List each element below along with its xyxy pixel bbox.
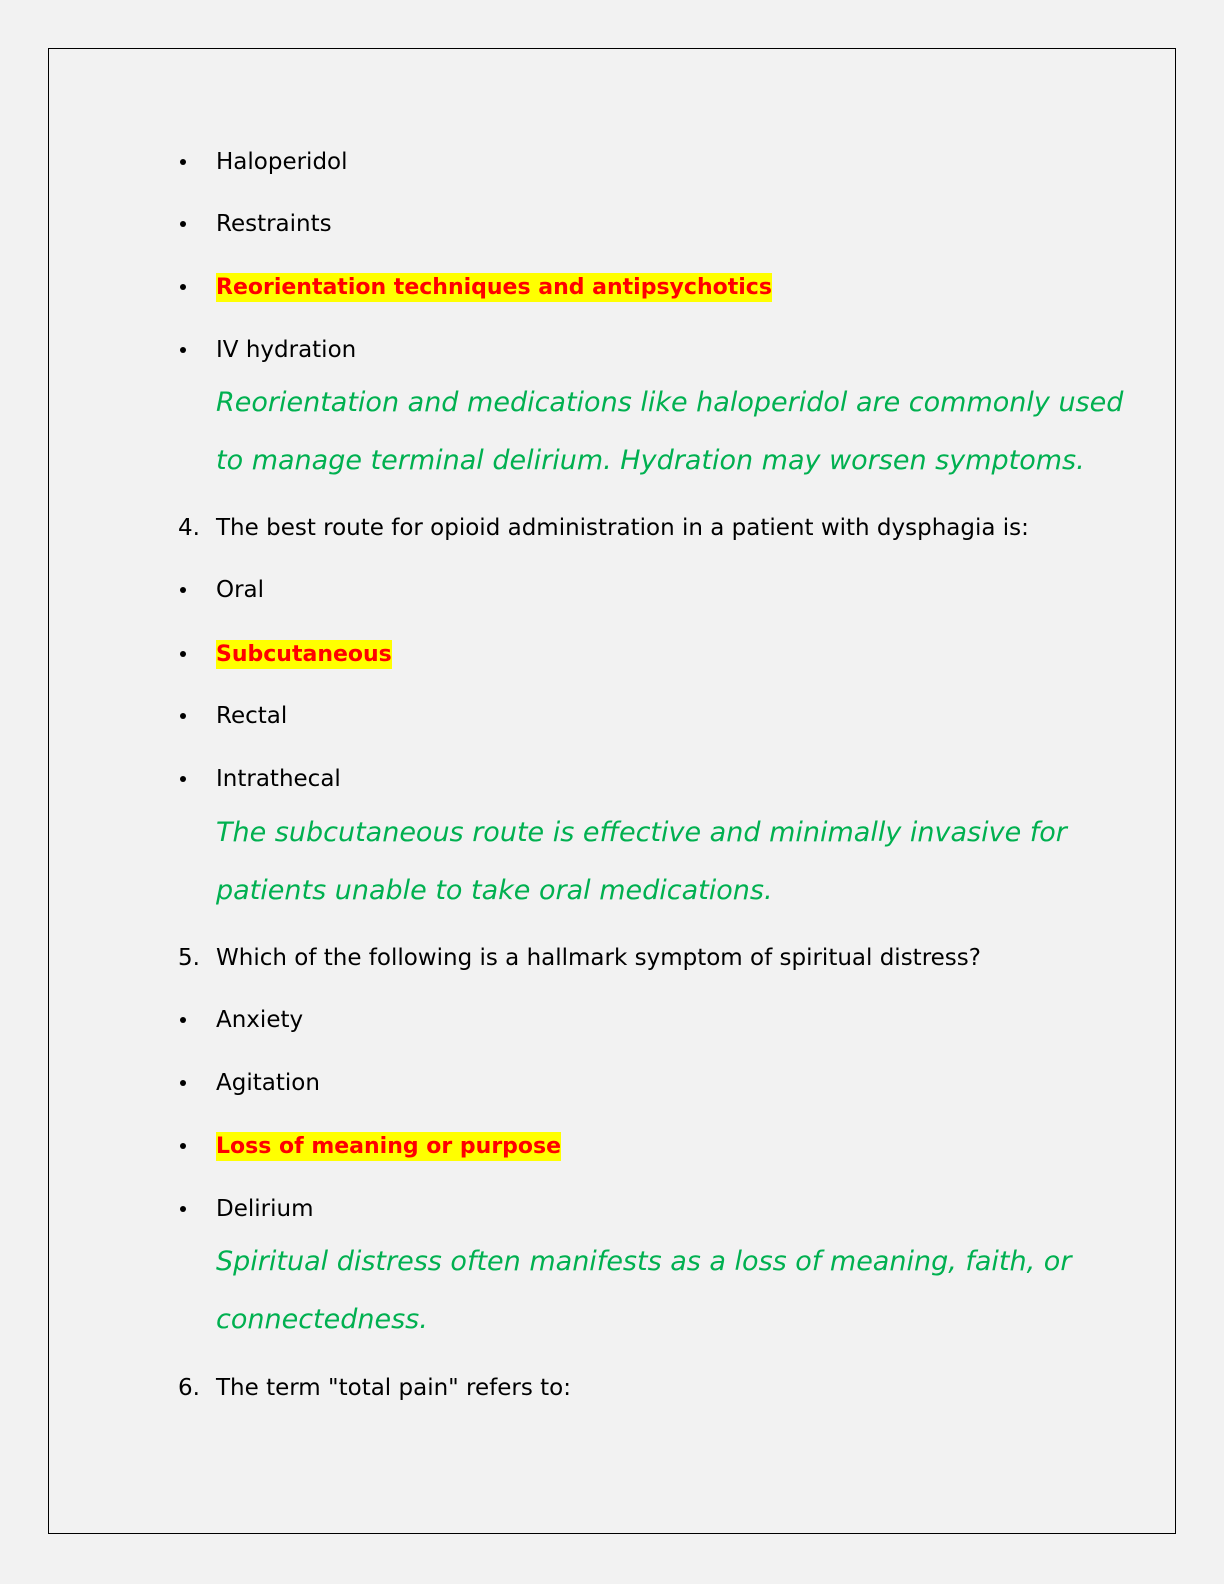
option-text: Restraints (216, 211, 332, 237)
option-text: Anxiety (216, 1007, 304, 1033)
bullet-icon (180, 284, 186, 290)
option-text: IV hydration (216, 337, 357, 363)
list-item (0, 204, 1224, 244)
list-item (0, 570, 1224, 610)
question-text: The best route for opioid administration in a patient with dysphagia is: (216, 515, 1029, 541)
explanation (216, 1233, 1096, 1349)
option-text: Haloperidol (216, 149, 348, 175)
bullet-icon (180, 159, 186, 165)
option-text-correct (216, 634, 392, 675)
explanation (216, 374, 1124, 490)
bullet-icon (180, 221, 186, 227)
option-text-correct (216, 267, 772, 308)
explanation-line: Reorientation and medications like haloperidol are commonly used (216, 387, 1124, 418)
list-item (0, 330, 1224, 370)
question-number: 5. (178, 945, 200, 971)
bullet-icon (180, 1017, 186, 1023)
list-item-correct (0, 634, 1224, 674)
bullet-icon (180, 776, 186, 782)
option-text: Intrathecal (216, 766, 341, 792)
explanation-line: The subcutaneous route is effective and minimally invasive for (216, 817, 1067, 848)
correct-answer-highlight: Reorientation techniques and antipsychotics (216, 275, 772, 300)
correct-answer-highlight: Subcutaneous (216, 642, 392, 667)
bullet-icon (180, 1206, 186, 1212)
option-text: Rectal (216, 703, 288, 729)
bullet-icon (180, 347, 186, 353)
explanation-line: connectedness. (216, 1304, 428, 1335)
list-item (0, 1189, 1224, 1229)
explanation-line: patients unable to take oral medications. (216, 875, 773, 906)
list-item (0, 142, 1224, 182)
bullet-icon (180, 713, 186, 719)
explanation (216, 804, 1096, 920)
question-6 (0, 1368, 1224, 1408)
list-item-correct (0, 1126, 1224, 1166)
question-4 (0, 508, 1224, 548)
question-5 (0, 938, 1224, 978)
option-text: Oral (216, 577, 265, 603)
bullet-icon (180, 587, 186, 593)
correct-answer-highlight: Loss of meaning or purpose (216, 1134, 562, 1159)
question-number: 6. (178, 1375, 200, 1401)
question-text: The term "total pain" refers to: (216, 1375, 571, 1401)
bullet-icon (180, 1080, 186, 1086)
option-text: Agitation (216, 1070, 320, 1096)
explanation-line: to manage terminal delirium. Hydration may worsen symptoms. (216, 445, 1085, 476)
list-item-correct (0, 267, 1224, 307)
bullet-icon (180, 651, 186, 657)
list-item (0, 1000, 1224, 1040)
option-text-correct (216, 1126, 561, 1167)
option-text: Delirium (216, 1196, 314, 1222)
explanation-line: Spiritual distress often manifests as a loss of meaning, faith, or (216, 1246, 1072, 1277)
list-item (0, 759, 1224, 799)
bullet-icon (180, 1143, 186, 1149)
list-item (0, 1063, 1224, 1103)
question-text: Which of the following is a hallmark symptom of spiritual distress? (216, 945, 981, 971)
question-number: 4. (178, 515, 200, 541)
list-item (0, 696, 1224, 736)
